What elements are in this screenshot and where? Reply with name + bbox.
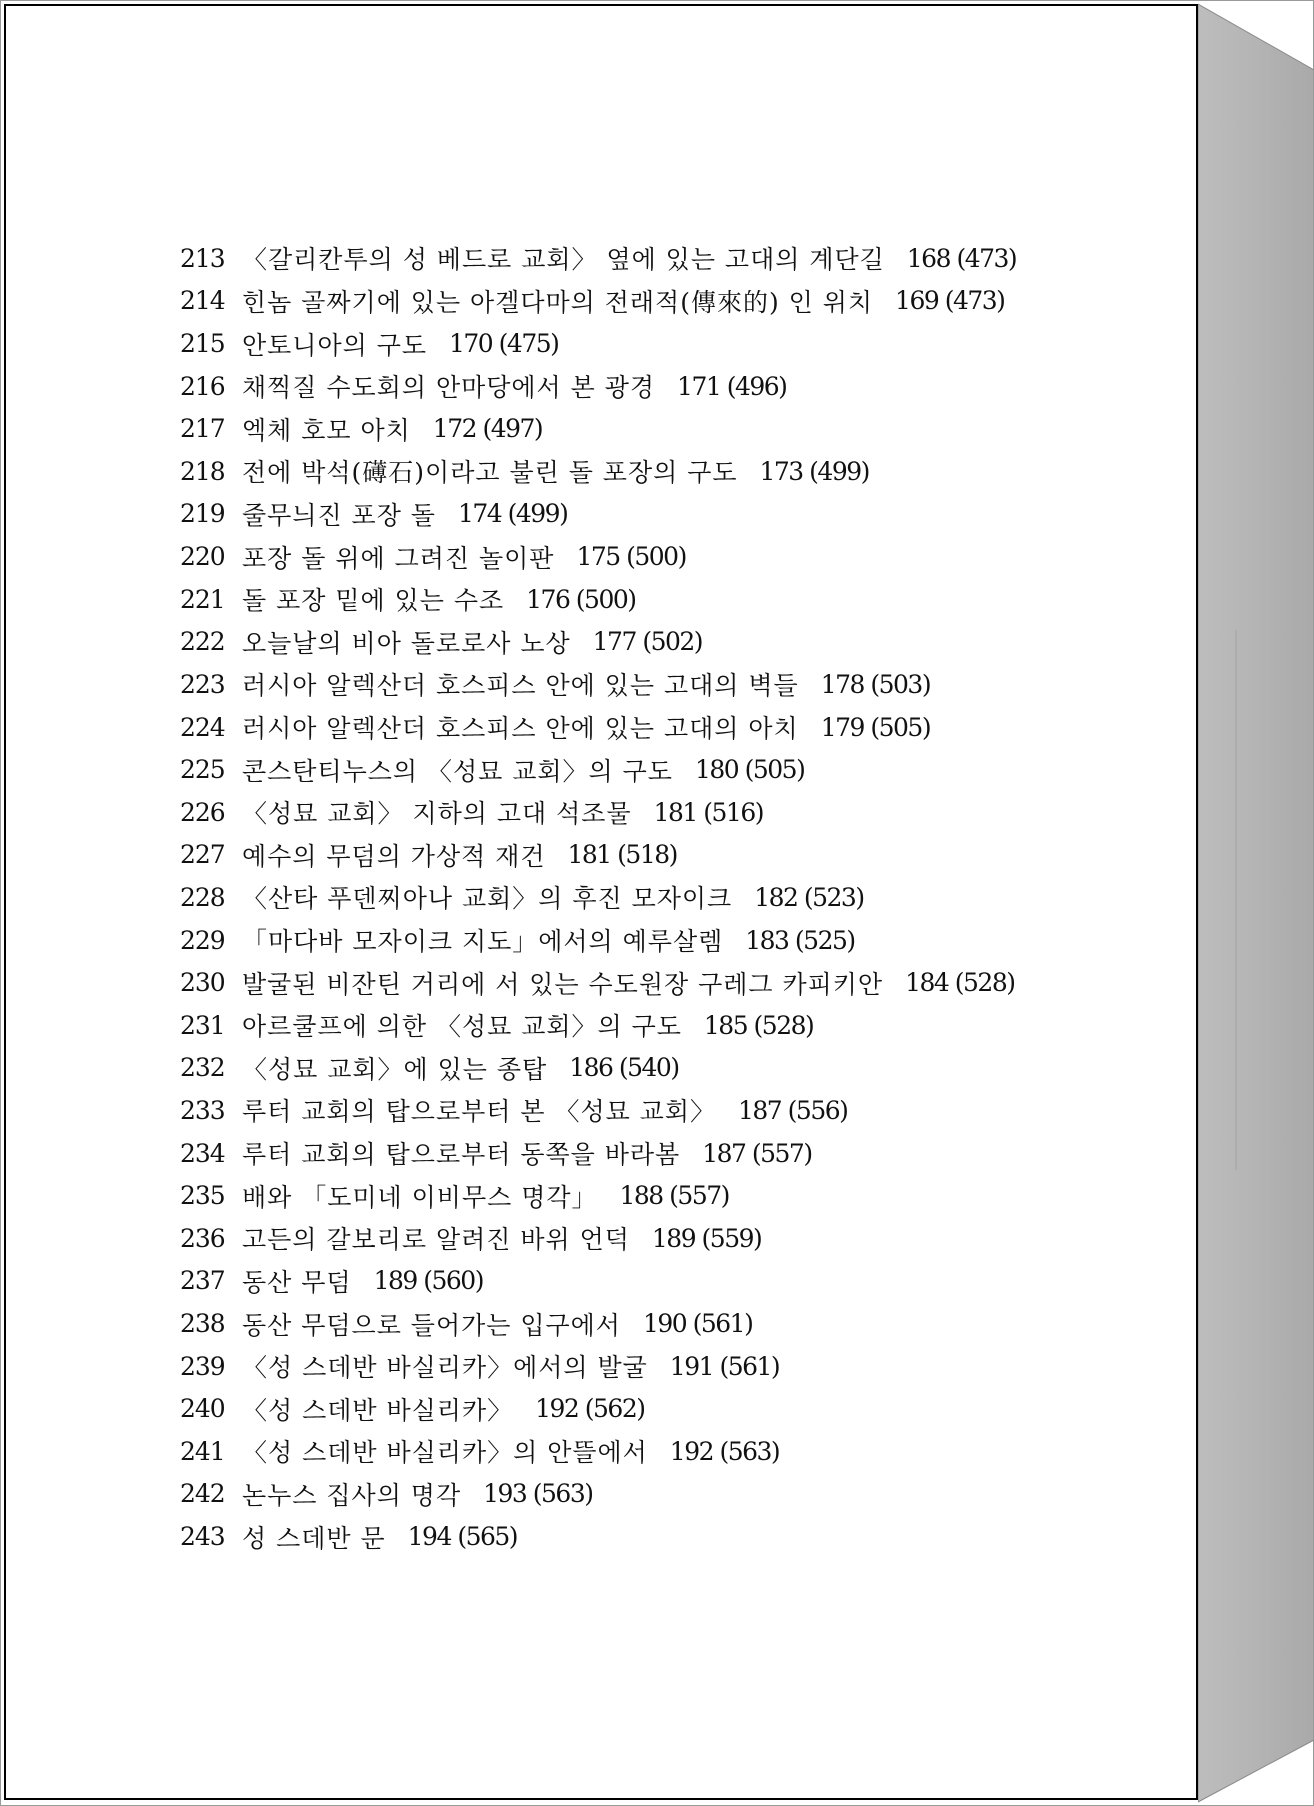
list-item [180,237,1016,280]
figure-title: 동산 무덤 [242,1267,352,1297]
list-item [180,919,1016,962]
list-item [180,1473,1016,1516]
page-reference: 185 (528) [703,1010,814,1040]
figure-title: 채찍질 수도회의 안마당에서 본 광경 [242,373,656,403]
list-item [180,1174,1016,1217]
page-reference: 172 (497) [432,414,543,444]
page-reference: 192 (562) [535,1394,645,1424]
page-reference: 168 (473) [906,243,1017,273]
figure-title: 배와 「도미네 이비무스 명각」 [242,1182,598,1212]
list-item [180,748,1016,791]
page-reference: 190 (561) [642,1309,753,1339]
list-item [180,1302,1016,1345]
figure-number: 233 [180,1095,225,1125]
figure-title: 아르쿨프에 의한 〈성묘 교회〉의 구도 [242,1012,682,1042]
figure-number: 221 [180,584,225,614]
page-reference: 189 (560) [373,1266,483,1296]
page-reference: 173 (499) [759,456,869,486]
figure-title: 안토니아의 구도 [242,330,427,360]
list-item [180,834,1016,877]
figure-title: 엑체 호모 아치 [242,415,411,445]
figure-number: 214 [180,286,225,316]
figure-number: 237 [180,1266,225,1296]
figure-title: 줄무늬진 포장 돌 [242,500,436,530]
figure-number: 228 [180,882,225,912]
page-reference: 192 (563) [669,1436,780,1466]
list-item [180,663,1016,706]
figure-title: 힌놈 골짜기에 있는 아겔다마의 전래적(傳來的) 인 위치 [242,287,874,317]
figure-title: 루터 교회의 탑으로부터 동쪽을 바라봄 [242,1140,681,1170]
page-reference: 178 (503) [820,669,931,699]
list-item [180,535,1016,578]
list-item [180,407,1016,450]
figure-title: 러시아 알렉산더 호스피스 안에 있는 고대의 벽들 [242,671,799,701]
figure-number: 224 [180,712,225,742]
list-item [180,1345,1016,1388]
figure-number: 242 [180,1479,225,1509]
list-item [180,1047,1016,1090]
page-reference: 183 (525) [745,925,855,955]
figure-number: 236 [180,1223,225,1253]
page-reference: 189 (559) [651,1223,762,1253]
list-item [180,706,1016,749]
list-item [180,578,1016,621]
figure-title: 〈성 스데반 바실리카〉의 안뜰에서 [242,1438,648,1468]
list-item [180,620,1016,663]
page-reference: 184 (528) [905,968,1015,998]
figure-number: 230 [180,968,225,998]
figure-title: 루터 교회의 탑으로부터 본 〈성묘 교회〉 [242,1097,716,1127]
figure-title: 전에 박석(礡石)이라고 불린 돌 포장의 구도 [242,458,738,488]
figure-title: 〈성묘 교회〉에 있는 종탑 [242,1054,548,1084]
figure-title: 〈성묘 교회〉 지하의 고대 석조물 [242,799,632,829]
list-item [180,1387,1016,1430]
book-side-edge [1198,0,1314,1806]
list-item [180,1217,1016,1260]
figure-number: 239 [180,1351,225,1381]
figure-title: 〈성 스데반 바실리카〉에서의 발굴 [242,1353,648,1383]
figure-number: 243 [180,1522,225,1552]
figure-title: 논누스 집사의 명각 [242,1480,462,1510]
page-reference: 174 (499) [457,499,568,529]
figure-title: 동산 무덤으로 들어가는 입구에서 [242,1310,621,1340]
figure-title: 돌 포장 밑에 있는 수조 [242,586,505,616]
figure-number: 219 [180,499,225,529]
figure-number: 213 [180,243,225,273]
list-item [180,961,1016,1004]
figure-title: 「마다바 모자이크 지도」에서의 예루살렘 [242,927,724,957]
list-item [180,876,1016,919]
figure-title: 발굴된 비잔틴 거리에 서 있는 수도원장 구레그 카피키안 [242,969,884,999]
page-reference: 179 (505) [820,712,931,742]
list-item [180,1430,1016,1473]
list-item [180,1132,1016,1175]
figure-title: 오늘날의 비아 돌로로사 노상 [242,628,571,658]
page-reference: 181 (518) [567,840,677,870]
figure-number: 215 [180,329,225,359]
figure-number: 225 [180,755,225,785]
list-item [180,1089,1016,1132]
figure-number: 216 [180,371,225,401]
list-item [180,365,1016,408]
list-item [180,791,1016,834]
list-item [180,1004,1016,1047]
page-reference: 181 (516) [653,797,763,827]
figure-number: 217 [180,414,225,444]
list-item [180,493,1016,536]
page-reference: 188 (557) [619,1181,729,1211]
figure-number: 220 [180,542,225,572]
page-reference: 180 (505) [694,755,805,785]
figure-number: 232 [180,1053,225,1083]
page-reference: 175 (500) [576,542,686,572]
page-reference: 191 (561) [669,1351,780,1381]
figure-number: 218 [180,456,225,486]
page-reference: 170 (475) [449,329,559,359]
list-item [180,450,1016,493]
figure-title: 성 스데반 문 [242,1523,386,1553]
figure-title: 〈성 스데반 바실리카〉 [242,1395,514,1425]
page-reference: 169 (473) [895,286,1005,316]
list-item [180,1515,1016,1558]
list-item [180,1260,1016,1303]
figure-number: 234 [180,1138,225,1168]
figure-number: 226 [180,797,225,827]
figure-number: 240 [180,1394,225,1424]
page-reference: 187 (557) [702,1138,812,1168]
figure-number: 238 [180,1309,225,1339]
figure-list [180,237,1016,1558]
figure-title: 〈산타 푸덴찌아나 교회〉의 후진 모자이크 [242,884,733,914]
figure-number: 235 [180,1181,225,1211]
page-reference: 187 (556) [738,1095,848,1125]
figure-title: 포장 돌 위에 그려진 놀이판 [242,543,555,573]
figure-number: 223 [180,669,225,699]
page-reference: 176 (500) [526,584,636,614]
figure-number: 222 [180,627,225,657]
page-reference: 193 (563) [483,1479,593,1509]
list-item [180,322,1016,365]
list-item [180,280,1016,323]
figure-number: 229 [180,925,225,955]
page-reference: 194 (565) [407,1522,518,1552]
figure-number: 227 [180,840,225,870]
page-reference: 182 (523) [754,882,864,912]
figure-title: 예수의 무덤의 가상적 재건 [242,841,546,871]
page-reference: 186 (540) [569,1053,679,1083]
figure-title: 〈갈리칸투의 성 베드로 교회〉 옆에 있는 고대의 계단길 [242,245,885,275]
page-reference: 177 (502) [592,627,703,657]
page-reference: 171 (496) [677,371,787,401]
figure-title: 러시아 알렉산더 호스피스 안에 있는 고대의 아치 [242,714,799,743]
figure-number: 231 [180,1010,225,1040]
figure-number: 241 [180,1436,225,1466]
figure-title: 콘스탄티누스의 〈성묘 교회〉의 구도 [242,756,673,786]
figure-title: 고든의 갈보리로 알려진 바위 언덕 [242,1225,630,1255]
